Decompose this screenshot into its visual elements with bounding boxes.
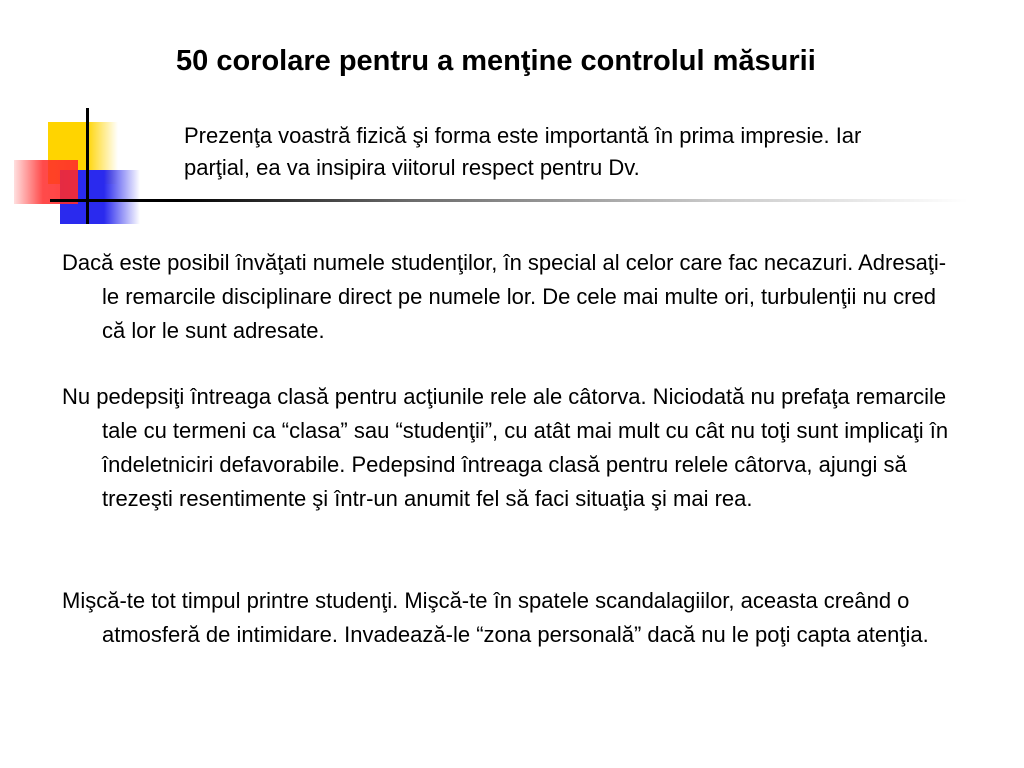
- red-square: [14, 160, 78, 204]
- horizontal-bar: [50, 199, 110, 202]
- paragraph-names: Dacă este posibil învăţati numele studenţilor, în special al celor care fac necazuri. Adresaţi-le remarcile disciplinare direct pe numele lor. De cele mai multe ori, turbulenţii nu cred că lor le sunt adresate.: [62, 250, 947, 343]
- subtitle-text: Prezenţa voastră fizică şi forma este importantă în prima impresie. Iar parţial, ea va insipira viitorul respect pentru Dv.: [184, 123, 862, 180]
- divider-line: [108, 199, 968, 202]
- paragraph-movement: Mişcă-te tot timpul printre studenţi. Mişcă-te în spatele scandalagiilor, aceasta creând o atmosferă de intimidare. Invadează-le “zona personală” dacă nu le poţi capta atenţia.: [62, 588, 929, 647]
- vertical-bar: [86, 108, 89, 224]
- decorative-squares-logo: [0, 100, 180, 240]
- paragraph-punishment: Nu pedepsiţi întreaga clasă pentru acţiunile rele ale câtorva. Niciodată nu prefaţa remarcile tale cu termeni ca “clasa” sau “studenţii”, cu atât mai mult cu cât nu toţi sunt implicaţi în îndeletniciri defavorabile. Pedepsind întreaga clasă pentru relele câtorva, ajungi să trezeşti resentimente şi într-un anumit fel să faci situaţia şi mai rea.: [62, 384, 949, 511]
- slide-title: 50 corolare pentru a menţine controlul măsurii: [176, 45, 816, 77]
